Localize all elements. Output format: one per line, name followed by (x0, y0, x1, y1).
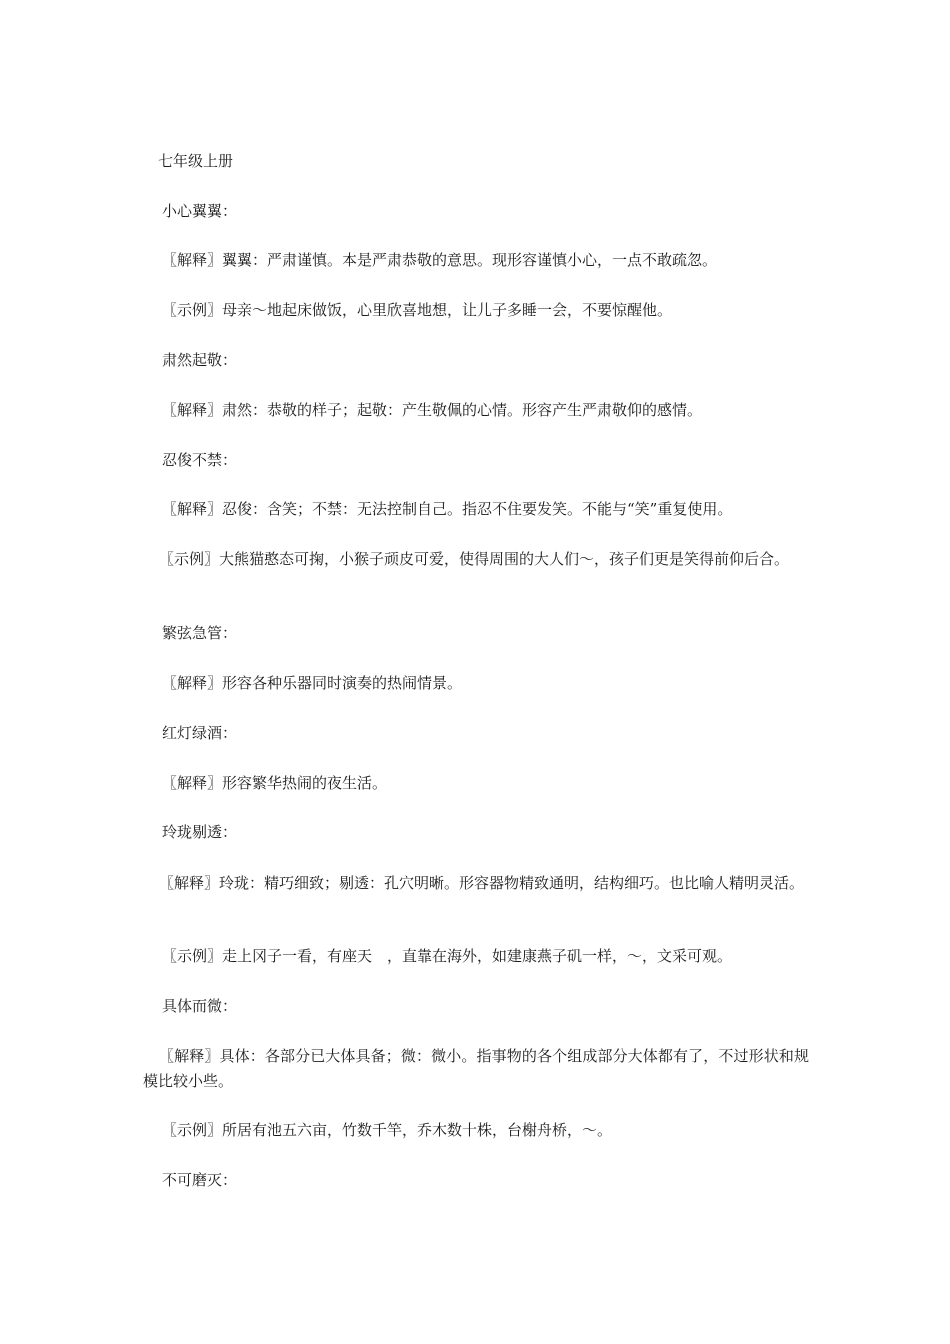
idiom-explanation: 〖解释〗形容各种乐器同时演奏的热闹情景。 (162, 674, 463, 692)
idiom-explanation: 〖解释〗忍俊：含笑；不禁：无法控制自己。指忍不住要发笑。不能与“笑”重复使用。 (162, 500, 733, 518)
idiom-term: 繁弦急管： (162, 624, 238, 642)
idiom-term: 忍俊不禁： (162, 451, 238, 469)
idiom-explanation: 〖解释〗形容繁华热闹的夜生活。 (162, 774, 388, 792)
idiom-term: 玲珑剔透： (162, 823, 238, 841)
idiom-example: 〖示例〗大熊猫憨态可掬，小猴子顽皮可爱，使得周围的大人们～，孩子们更是笑得前仰后合。 (159, 550, 790, 568)
idiom-explanation: 〖解释〗肃然：恭敬的样子；起敬：产生敬佩的心情。形容产生严肃敬仰的感情。 (162, 401, 703, 419)
idiom-term: 具体而微： (162, 997, 238, 1015)
idiom-term: 红灯绿酒： (162, 724, 238, 742)
grade-heading: 七年级上册 (158, 152, 234, 170)
idiom-term: 肃然起敬： (162, 351, 238, 369)
idiom-explanation: 〖解释〗翼翼：严肃谨慎。本是严肃恭敬的意思。现形容谨慎小心，一点不敢疏忽。 (162, 251, 718, 269)
idiom-term: 小心翼翼： (162, 202, 238, 220)
idiom-term: 不可磨灭： (162, 1171, 238, 1189)
idiom-explanation: 〖解释〗具体：各部分已大体具备；微：微小。指事物的各个组成部分大体都有了，不过形状和规模比较小些。 (143, 1047, 809, 1090)
idiom-example: 〖示例〗母亲～地起床做饭，心里欣喜地想，让儿子多睡一会，不要惊醒他。 (162, 301, 673, 319)
idiom-example: 〖示例〗所居有池五六亩，竹数千竿，乔木数十株，台榭舟桥，～。 (162, 1121, 613, 1139)
idiom-explanation: 〖解释〗玲珑：精巧细致；剔透：孔穴明晰。形容器物精致通明，结构细巧。也比喻人精明灵活。 (159, 874, 805, 892)
idiom-example: 〖示例〗走上冈子一看，有座天 ，直靠在海外，如建康燕子矶一样，～，文采可观。 (162, 947, 733, 965)
